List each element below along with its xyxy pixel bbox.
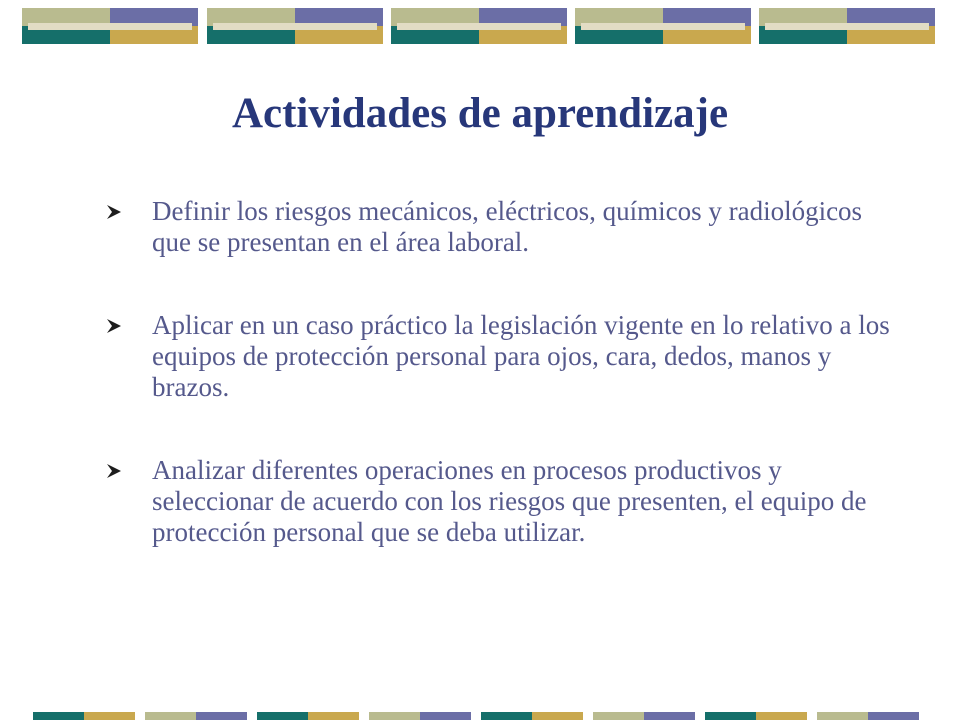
- bullet-text: Definir los riesgos mecánicos, eléctricos, químicos y radiológicos que se presentan en el área laboral.: [152, 196, 863, 257]
- bullet-list: [104, 196, 904, 600]
- decorative-segment: [756, 712, 807, 720]
- decorative-block: [575, 8, 751, 44]
- decorative-block: [391, 8, 567, 44]
- decorative-segment: [196, 712, 247, 720]
- decorative-segment: [369, 712, 420, 720]
- bullet-item: [104, 455, 904, 548]
- decorative-block: [22, 8, 198, 44]
- bullet-item: [104, 196, 904, 258]
- decorative-segment: [420, 712, 471, 720]
- decorative-segment: [532, 712, 583, 720]
- decorative-segment: [257, 712, 308, 720]
- decorative-block: [759, 8, 935, 44]
- decorative-segment: [84, 712, 135, 720]
- bullet-text: Aplicar en un caso práctico la legislación vigente en lo relativo a los equipos de protección personal para ojos, cara, dedos, manos y brazos.: [152, 310, 890, 402]
- decorative-segment: [33, 712, 84, 720]
- bullet-item: [104, 310, 904, 403]
- arrowhead-bullet-icon: [106, 204, 122, 220]
- decorative-segment: [593, 712, 644, 720]
- decorative-block: [207, 8, 383, 44]
- decorative-segment: [308, 712, 359, 720]
- arrowhead-bullet-icon: [106, 318, 122, 334]
- decorative-segment: [868, 712, 919, 720]
- slide-title: Actividades de aprendizaje: [231, 90, 729, 137]
- bottom-decorative-band: [0, 712, 960, 720]
- decorative-segment: [481, 712, 532, 720]
- decorative-segment: [705, 712, 756, 720]
- arrowhead-bullet-icon: [106, 463, 122, 479]
- decorative-segment: [817, 712, 868, 720]
- decorative-segment: [145, 712, 196, 720]
- decorative-segment: [644, 712, 695, 720]
- bullet-text: Analizar diferentes operaciones en procesos productivos y seleccionar de acuerdo con los riesgos que presenten, el equipo de protección personal que se deba utilizar.: [152, 455, 867, 547]
- top-decorative-band: [0, 0, 960, 50]
